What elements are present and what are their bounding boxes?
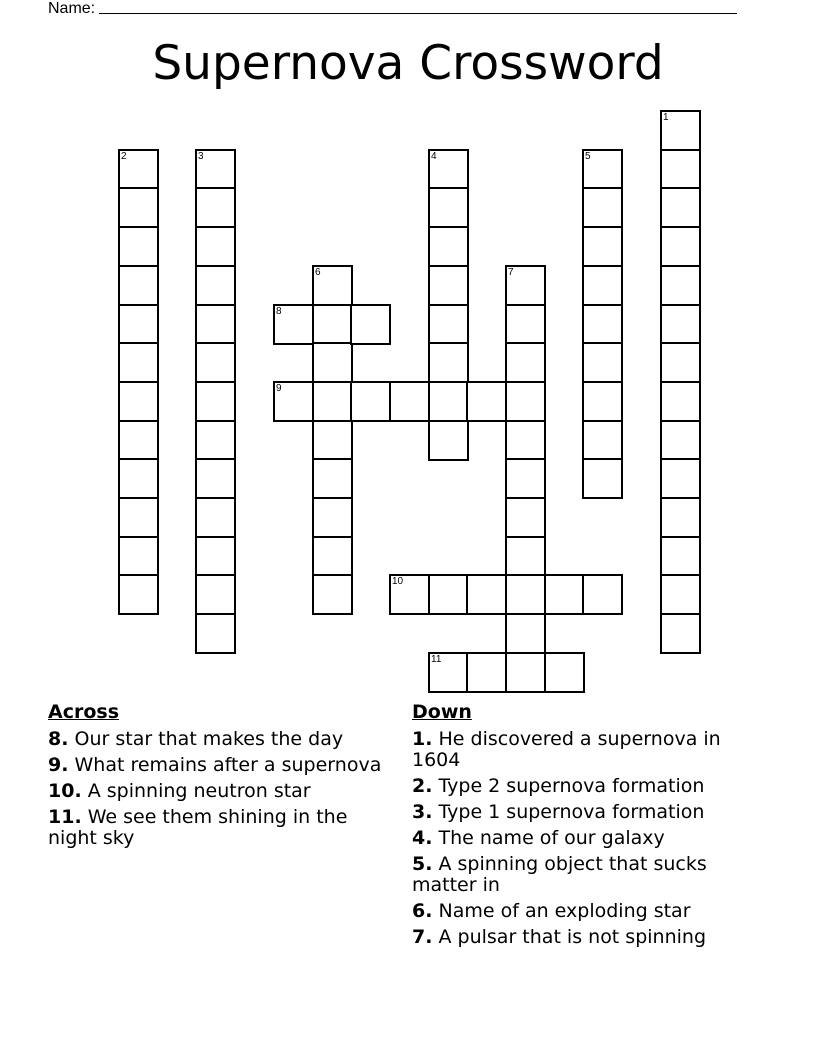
- grid-cell[interactable]: [428, 652, 469, 693]
- grid-cell[interactable]: [118, 149, 159, 190]
- grid-cell[interactable]: [660, 613, 701, 654]
- across-clues: [48, 702, 388, 854]
- down-clues: [412, 702, 757, 953]
- clue-number: 6: [315, 267, 321, 278]
- grid-cell[interactable]: [660, 226, 701, 267]
- across-clue: [48, 729, 388, 750]
- grid-cell[interactable]: [660, 187, 701, 228]
- grid-cell[interactable]: [428, 574, 469, 615]
- grid-cell[interactable]: [118, 497, 159, 538]
- grid-cell[interactable]: [505, 304, 546, 345]
- grid-cell[interactable]: [660, 458, 701, 499]
- grid-cell[interactable]: [505, 613, 546, 654]
- grid-cell[interactable]: [660, 574, 701, 615]
- grid-cell[interactable]: [505, 342, 546, 383]
- grid-cell[interactable]: [505, 265, 546, 306]
- clue-text: A spinning neutron star: [81, 780, 311, 802]
- name-underline[interactable]: [99, 0, 737, 14]
- grid-cell[interactable]: [195, 613, 236, 654]
- name-label: Name:: [48, 0, 96, 17]
- grid-cell[interactable]: [582, 574, 623, 615]
- clue-number: 3: [198, 151, 204, 162]
- grid-cell[interactable]: [389, 574, 430, 615]
- clue-number: 9: [276, 383, 282, 394]
- grid-cell[interactable]: [312, 342, 353, 383]
- grid-cell[interactable]: [118, 381, 159, 422]
- grid-cell[interactable]: [312, 381, 353, 422]
- across-clue-list: [48, 729, 388, 849]
- grid-cell[interactable]: [428, 187, 469, 228]
- down-clue: [412, 901, 757, 922]
- clue-text: A pulsar that is not spinning: [432, 926, 707, 948]
- puzzle-title: Supernova Crossword: [152, 36, 664, 91]
- across-clue: [48, 755, 388, 776]
- grid-cell[interactable]: [195, 574, 236, 615]
- grid-cell[interactable]: [118, 342, 159, 383]
- down-clue-list: [412, 729, 757, 948]
- grid-cell[interactable]: [118, 536, 159, 577]
- grid-cell[interactable]: [312, 536, 353, 577]
- grid-cell[interactable]: [195, 226, 236, 267]
- grid-cell[interactable]: [544, 652, 585, 693]
- clue-number: 9.: [48, 754, 69, 776]
- grid-cell[interactable]: [660, 420, 701, 461]
- grid-cell[interactable]: [428, 342, 469, 383]
- grid-cell[interactable]: [505, 497, 546, 538]
- clue-number: 11.: [48, 806, 82, 828]
- clue-number: 1.: [412, 728, 433, 750]
- clue-number: 4.: [412, 827, 433, 849]
- grid-cell[interactable]: [273, 381, 314, 422]
- grid-cell[interactable]: [582, 420, 623, 461]
- grid-cell[interactable]: [312, 497, 353, 538]
- clue-number: 7.: [412, 926, 433, 948]
- clue-text: What remains after a supernova: [68, 754, 382, 776]
- clue-number: 3.: [412, 801, 433, 823]
- clue-number: 11: [431, 654, 442, 665]
- grid-cell[interactable]: [195, 497, 236, 538]
- down-clue: [412, 802, 757, 823]
- down-heading: Down: [412, 701, 472, 723]
- grid-cell[interactable]: [118, 265, 159, 306]
- grid-cell[interactable]: [350, 381, 391, 422]
- down-clue: [412, 854, 757, 896]
- clue-number: 7: [508, 267, 514, 278]
- clue-text: We see them shining in the night sky: [48, 806, 348, 849]
- grid-cell[interactable]: [118, 420, 159, 461]
- across-heading: Across: [48, 701, 120, 723]
- down-clue: [412, 927, 757, 948]
- grid-cell[interactable]: [660, 536, 701, 577]
- clue-number: 5.: [412, 853, 433, 875]
- grid-cell[interactable]: [505, 458, 546, 499]
- grid-cell[interactable]: [582, 265, 623, 306]
- clue-text: Name of an exploding star: [432, 900, 691, 922]
- grid-cell[interactable]: [312, 458, 353, 499]
- clue-number: 5: [585, 151, 591, 162]
- grid-cell[interactable]: [428, 381, 469, 422]
- across-clue: [48, 781, 388, 802]
- clue-text: A spinning object that sucks matter in: [412, 853, 707, 896]
- grid-cell[interactable]: [312, 420, 353, 461]
- grid-cell[interactable]: [195, 342, 236, 383]
- grid-cell[interactable]: [195, 536, 236, 577]
- grid-cell[interactable]: [350, 304, 391, 345]
- down-clue: [412, 776, 757, 797]
- grid-cell[interactable]: [505, 574, 546, 615]
- grid-cell[interactable]: [660, 381, 701, 422]
- grid-cell[interactable]: [118, 187, 159, 228]
- clue-text: Type 1 supernova formation: [432, 801, 705, 823]
- grid-cell[interactable]: [582, 342, 623, 383]
- grid-cell[interactable]: [660, 149, 701, 190]
- grid-cell[interactable]: [428, 420, 469, 461]
- grid-cell[interactable]: [582, 381, 623, 422]
- down-clue: [412, 729, 757, 771]
- clue-text: Type 2 supernova formation: [432, 775, 705, 797]
- grid-cell[interactable]: [195, 381, 236, 422]
- clue-number: 1: [663, 112, 669, 123]
- clue-number: 6.: [412, 900, 433, 922]
- clue-number: 8.: [48, 728, 69, 750]
- grid-cell[interactable]: [505, 652, 546, 693]
- grid-cell[interactable]: [544, 574, 585, 615]
- across-clue: [48, 807, 388, 849]
- clue-text: He discovered a supernova in 1604: [412, 728, 721, 771]
- grid-cell[interactable]: [312, 265, 353, 306]
- grid-cell[interactable]: [312, 304, 353, 345]
- grid-cell[interactable]: [466, 574, 507, 615]
- grid-cell[interactable]: [195, 265, 236, 306]
- grid-cell[interactable]: [466, 652, 507, 693]
- grid-cell[interactable]: [428, 265, 469, 306]
- clue-text: Our star that makes the day: [68, 728, 344, 750]
- grid-cell[interactable]: [195, 149, 236, 190]
- grid-cell[interactable]: [582, 149, 623, 190]
- grid-cell[interactable]: [505, 381, 546, 422]
- clue-number: 10: [392, 576, 404, 587]
- grid-cell[interactable]: [660, 265, 701, 306]
- grid-cell[interactable]: [428, 304, 469, 345]
- clue-number: 2: [121, 151, 127, 162]
- grid-cell[interactable]: [660, 304, 701, 345]
- grid-cell[interactable]: [505, 536, 546, 577]
- grid-cell[interactable]: [505, 420, 546, 461]
- grid-cell[interactable]: [389, 381, 430, 422]
- clue-number: 8: [276, 306, 282, 317]
- grid-cell[interactable]: [118, 574, 159, 615]
- grid-cell[interactable]: [466, 381, 507, 422]
- grid-cell[interactable]: [660, 497, 701, 538]
- clue-number: 2.: [412, 775, 433, 797]
- down-clue: [412, 828, 757, 849]
- grid-cell[interactable]: [118, 304, 159, 345]
- grid-cell[interactable]: [195, 304, 236, 345]
- grid-cell[interactable]: [582, 226, 623, 267]
- name-field[interactable]: [48, 0, 737, 18]
- grid-cell[interactable]: [195, 420, 236, 461]
- grid-cell[interactable]: [582, 458, 623, 499]
- clue-number: 10.: [48, 780, 82, 802]
- grid-cell[interactable]: [312, 574, 353, 615]
- grid-cell[interactable]: [195, 187, 236, 228]
- grid-cell[interactable]: [428, 149, 469, 190]
- grid-cell[interactable]: [118, 458, 159, 499]
- clue-text: The name of our galaxy: [432, 827, 665, 849]
- grid-cell[interactable]: [582, 187, 623, 228]
- grid-cell[interactable]: [428, 226, 469, 267]
- clue-number: 4: [431, 151, 437, 162]
- grid-cell[interactable]: [195, 458, 236, 499]
- grid-cell[interactable]: [118, 226, 159, 267]
- grid-cell[interactable]: [660, 110, 701, 151]
- grid-cell[interactable]: [273, 304, 314, 345]
- grid-cell[interactable]: [660, 342, 701, 383]
- grid-cell[interactable]: [582, 304, 623, 345]
